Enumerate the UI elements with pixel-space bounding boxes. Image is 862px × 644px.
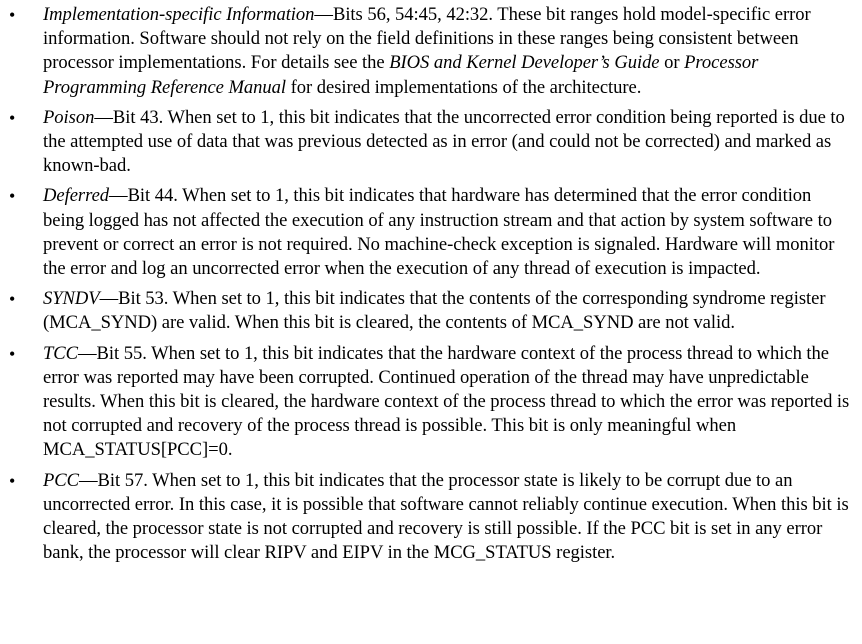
bullet-icon: • xyxy=(9,470,16,491)
list-item-syndv xyxy=(0,287,862,335)
field-description: —Bit 55. When set to 1, this bit indicates that the hardware context of the process thread to which the error was reported may have been corrupted. Continued operation of the thread may have unpredictable results. When this bit is cleared, the hardware context of the process thread to which the error was reported is not corrupted and recovery of the process thread is possible. This bit is only meaningful when MCA_STATUS[PCC]=0. xyxy=(43,342,850,461)
field-term: Poison xyxy=(43,106,95,128)
list-item-implementation-specific-information xyxy=(0,3,862,100)
reference-bkdg: BIOS and Kernel Developer’s Guide xyxy=(389,52,660,74)
list-item-poison xyxy=(0,106,862,179)
field-description: —Bit 57. When set to 1, this bit indicates that the processor state is likely to be corrupt due to an uncorrected error. In this case, it is possible that software cannot reliably continue execution. When this bit is cleared, the processor state is not corrupted and recovery is still possible. If the PCC bit is set in any error bank, the processor will clear RIPV and EIPV in the MCG_STATUS register. xyxy=(43,469,849,564)
field-description-connector: or xyxy=(659,52,685,74)
field-description: —Bit 53. When set to 1, this bit indicates that the contents of the corresponding syndrome register (MCA_SYND) are valid. When this bit is cleared, the contents of MCA_SYND are not valid. xyxy=(43,288,826,334)
field-term: PCC xyxy=(43,469,80,491)
field-term: TCC xyxy=(43,342,78,364)
bullet-icon: • xyxy=(9,343,16,364)
bullet-icon: • xyxy=(9,186,16,207)
field-description: —Bits 56, 54:45, 42:32. These bit ranges hold model-specific error information. Software should not rely on the field definitions in these ranges being consistent between processor implementations. For details see the xyxy=(43,4,811,74)
field-term: SYNDV xyxy=(43,288,100,310)
field-description: —Bit 43. When set to 1, this bit indicates that the uncorrected error condition being reported is due to the attempted use of data that was previous detected as in error (and could not be corrected) and marked as known-bad. xyxy=(43,106,845,177)
field-term: Deferred xyxy=(43,185,110,207)
list-item-tcc xyxy=(0,342,862,463)
field-description: —Bit 44. When set to 1, this bit indicates that hardware has determined that the error condition being logged has not affected the execution of any instruction stream and that action by system software to prevent or correct an error is not required. No machine-check exception is signaled. Hardware will monitor the error and log an uncorrected error when the execution of any thread of execution is impacted. xyxy=(43,185,835,280)
field-description-end: for desired implementations of the architecture. xyxy=(286,76,642,98)
field-term: Implementation-specific Information xyxy=(43,4,315,25)
list-item-pcc xyxy=(0,469,862,566)
reference-pprm: Processor Programming Reference Manual xyxy=(43,52,759,98)
list-item-deferred xyxy=(0,184,862,281)
bit-field-list xyxy=(0,3,862,571)
bullet-icon: • xyxy=(9,107,16,128)
bullet-icon: • xyxy=(9,5,16,25)
bullet-icon: • xyxy=(9,289,16,310)
